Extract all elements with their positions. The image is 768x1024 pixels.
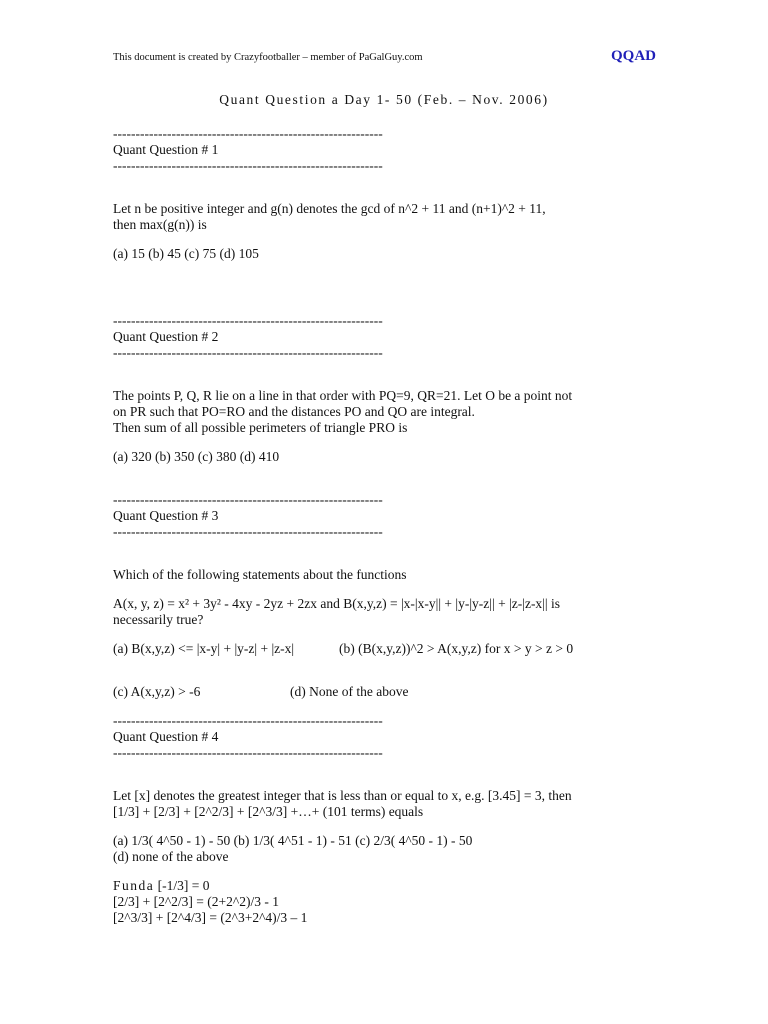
- answer-options: (d) none of the above: [113, 849, 229, 864]
- separator-line: ------------------------------------------------------------: [113, 313, 383, 328]
- document-body: [113, 126, 673, 926]
- answer-option-a: (a) B(x,y,z) <= |x-y| + |y-z| + |z-x|: [113, 641, 295, 656]
- funda-text: [-1/3] = 0: [157, 878, 210, 893]
- question-text: A(x, y, z) = x² + 3y² - 4xy - 2yz + 2zx and B(x,y,z) = |x-|x-y|| + |y-|y-z|| + |z-|z-x|| is: [113, 596, 560, 611]
- separator-line: ------------------------------------------------------------: [113, 158, 383, 173]
- question-text: [1/3] + [2/3] + [2^2/3] + [2^3/3] +…+ (101 terms) equals: [113, 804, 424, 819]
- answer-option-d: (d) None of the above: [290, 684, 409, 699]
- funda-line: [113, 878, 673, 894]
- funda-line: [2/3] + [2^2/3] = (2+2^2)/3 - 1: [113, 894, 279, 909]
- separator-line: ------------------------------------------------------------: [113, 745, 383, 760]
- answer-option-c: (c) A(x,y,z) > -6: [113, 684, 201, 699]
- document-title: Quant Question a Day 1- 50 (Feb. – Nov. 2006): [219, 92, 549, 107]
- question-heading: Quant Question # 4: [113, 729, 219, 744]
- question-text: Let n be positive integer and g(n) denotes the gcd of n^2 + 11 and (n+1)^2 + 11,: [113, 201, 546, 216]
- separator-line: ------------------------------------------------------------: [113, 492, 383, 507]
- answer-options-row: [113, 684, 673, 700]
- separator-line: ------------------------------------------------------------: [113, 345, 383, 360]
- question-text: then max(g(n)) is: [113, 217, 207, 232]
- answer-options: (a) 320 (b) 350 (c) 380 (d) 410: [113, 449, 280, 464]
- brand-logo-text: QQAD: [611, 48, 656, 64]
- separator-line: ------------------------------------------------------------: [113, 713, 383, 728]
- question-text: Then sum of all possible perimeters of triangle PRO is: [113, 420, 408, 435]
- answer-options: (a) 15 (b) 45 (c) 75 (d) 105: [113, 246, 259, 261]
- question-heading: Quant Question # 1: [113, 142, 219, 157]
- separator-line: ------------------------------------------------------------: [113, 524, 383, 539]
- separator-line: ------------------------------------------------------------: [113, 126, 383, 141]
- page-header: [113, 48, 656, 68]
- funda-label: Funda: [113, 878, 155, 893]
- question-heading: Quant Question # 3: [113, 508, 219, 523]
- question-text: Let [x] denotes the greatest integer that is less than or equal to x, e.g. [3.45] = 3, then: [113, 788, 572, 803]
- question-text: necessarily true?: [113, 612, 204, 627]
- question-text: The points P, Q, R lie on a line in that order with PQ=9, QR=21. Let O be a point not: [113, 388, 573, 403]
- question-heading: Quant Question # 2: [113, 329, 219, 344]
- answer-options: (a) 1/3( 4^50 - 1) - 50 (b) 1/3( 4^51 - 1) - 51 (c) 2/3( 4^50 - 1) - 50: [113, 833, 473, 848]
- creator-note: This document is created by Crazyfootballer – member of PaGalGuy.com: [113, 52, 423, 63]
- answer-option-b: (b) (B(x,y,z))^2 > A(x,y,z) for x > y > z > 0: [339, 641, 574, 656]
- question-text: Which of the following statements about the functions: [113, 567, 407, 582]
- answer-options-row: [113, 641, 673, 657]
- funda-line: [2^3/3] + [2^4/3] = (2^3+2^4)/3 – 1: [113, 910, 308, 925]
- question-text: on PR such that PO=RO and the distances PO and QO are integral.: [113, 404, 475, 419]
